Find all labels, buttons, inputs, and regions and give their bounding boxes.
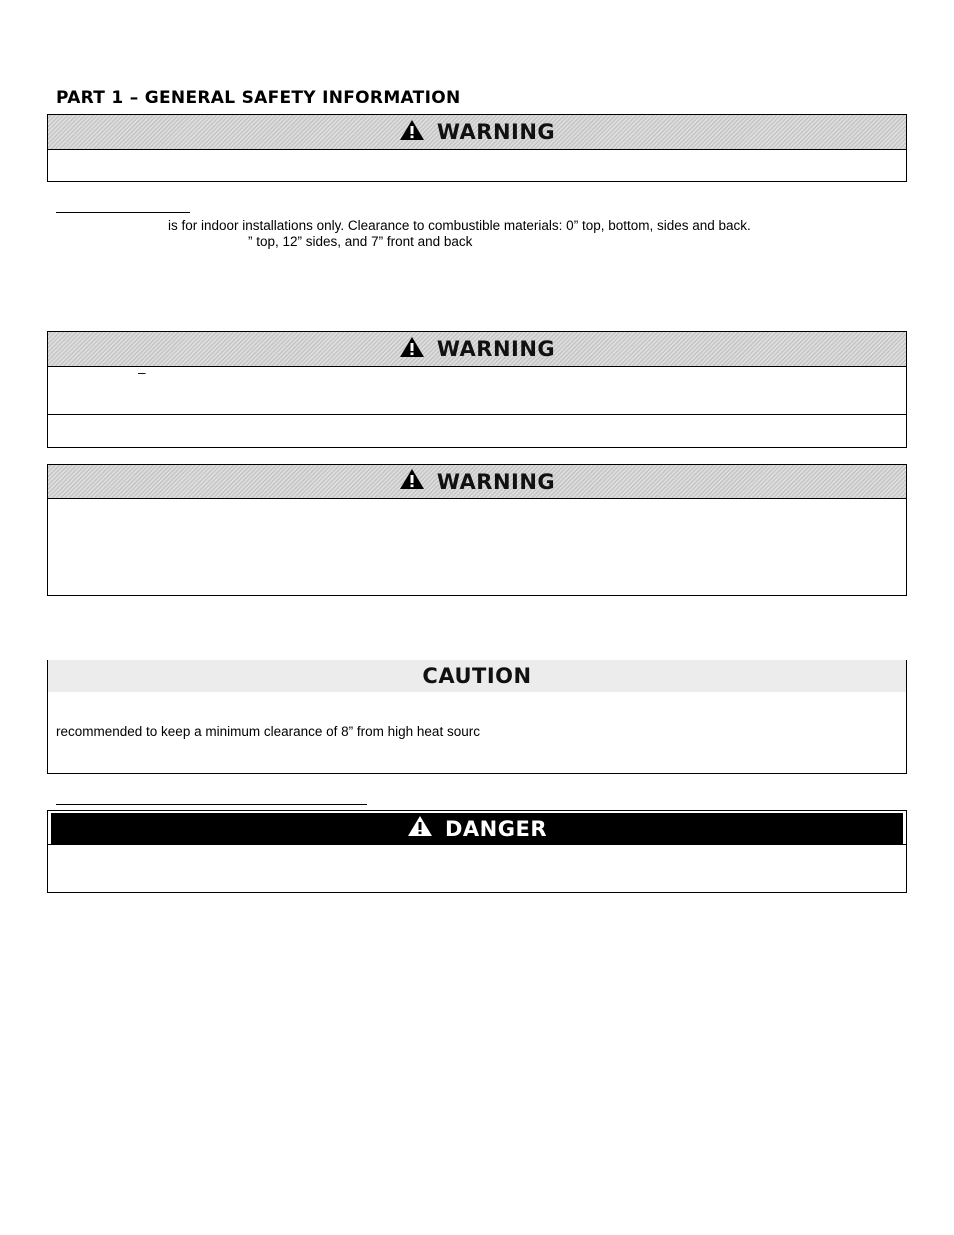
divider [48,414,906,415]
caution-text: recommended to keep a minimum clearance of 8” from high heat sourc [56,724,480,739]
warning-label: WARNING [436,120,556,144]
section-title: PART 1 – GENERAL SAFETY INFORMATION [56,88,461,108]
dash-mark: – [138,365,146,380]
body-line-1: is for indoor installations only. Clearance to combustible materials: 0” top, bottom, sides and back. [168,218,751,233]
underline-rule [56,212,190,213]
warning-header [48,332,906,367]
underline-rule [56,804,367,805]
danger-header [51,813,903,845]
warning-triangle-icon [399,119,425,146]
danger-label: DANGER [444,816,547,841]
warning-triangle-icon [399,336,425,363]
warning-header [48,115,906,150]
caution-header [48,660,906,692]
caution-box [47,660,907,774]
warning-triangle-icon [407,815,433,842]
caution-label: CAUTION [422,664,532,688]
divider [48,844,906,845]
warning-label: WARNING [436,469,556,494]
danger-box [47,810,907,893]
warning-box-3 [47,464,907,596]
warning-box-2 [47,331,907,448]
warning-triangle-icon [399,468,425,495]
warning-box-1 [47,114,907,182]
warning-header [48,465,906,499]
warning-label: WARNING [436,337,556,361]
body-line-2: ” top, 12” sides, and 7” front and back [248,234,473,249]
